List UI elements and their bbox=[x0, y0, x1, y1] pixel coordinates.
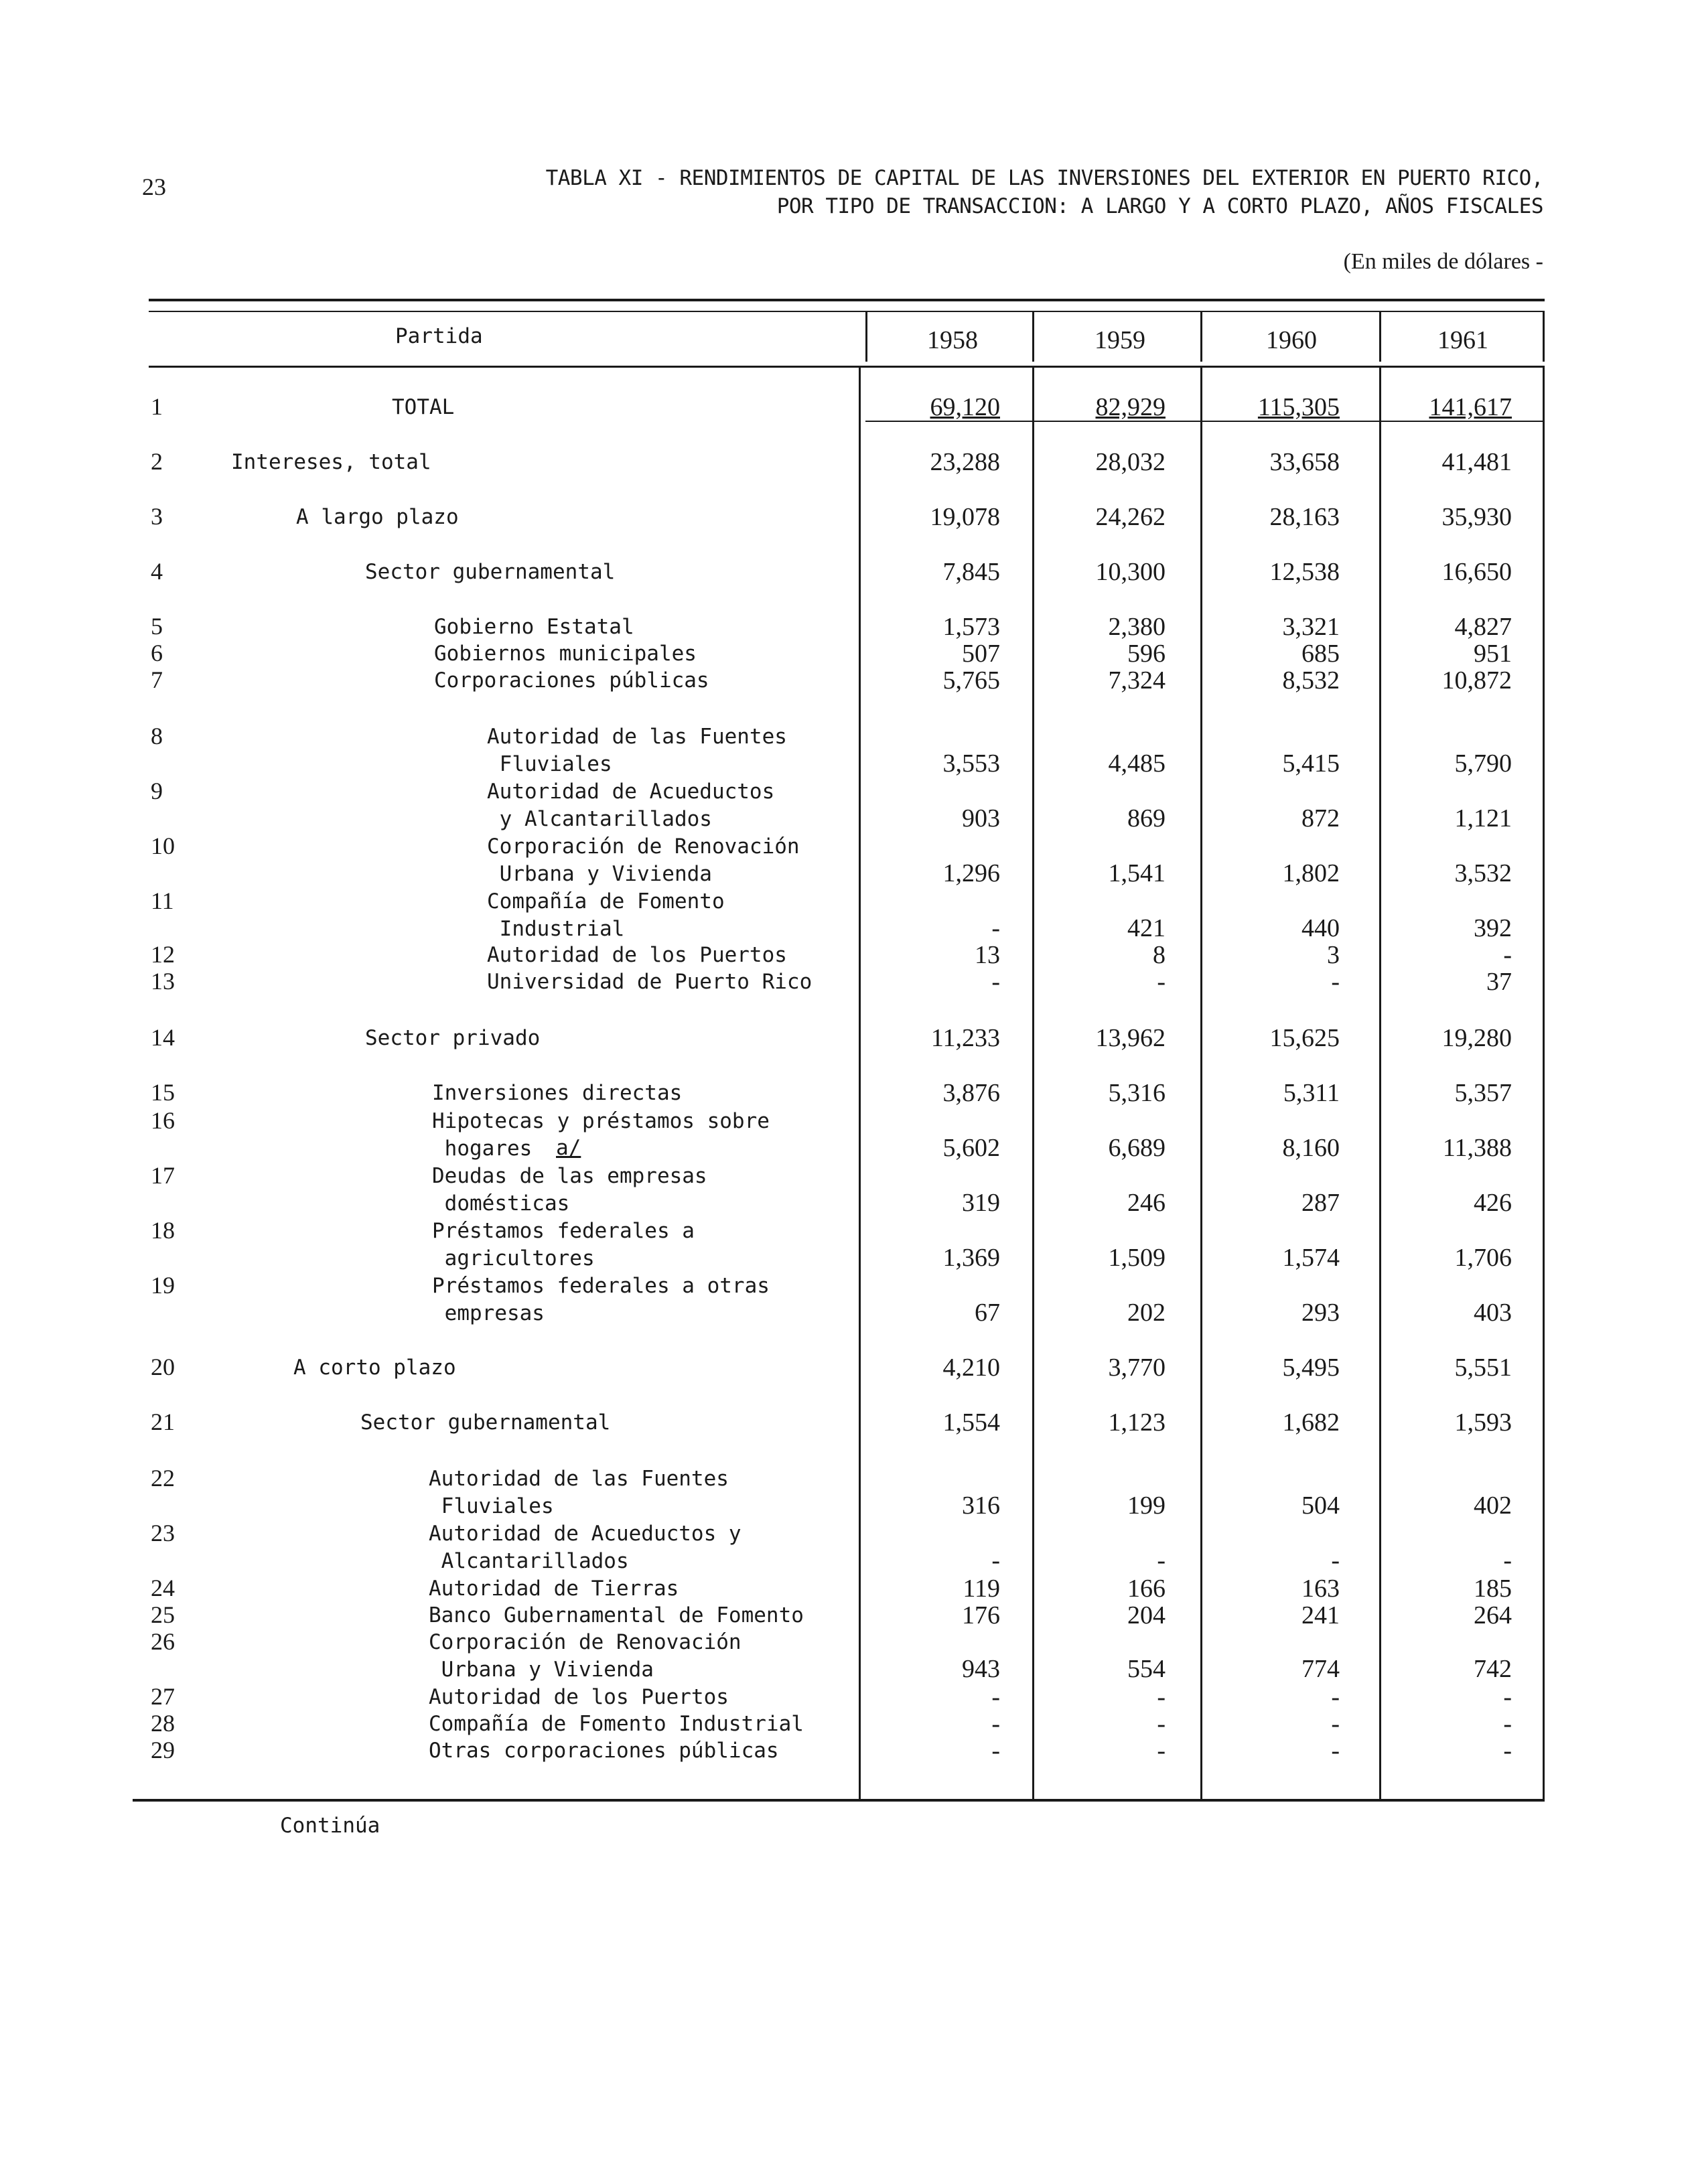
row-label: Autoridad de Tierras bbox=[429, 1577, 679, 1601]
cell-1961: 141,617 bbox=[1429, 393, 1512, 421]
row-label: Otras corporaciones públicas bbox=[429, 1739, 779, 1763]
cell-1960: 33,658 bbox=[1269, 448, 1340, 476]
cell-1959: 202 bbox=[1127, 1299, 1166, 1327]
cell-1958: 23,288 bbox=[930, 448, 1000, 476]
cell-1959: 246 bbox=[1127, 1189, 1166, 1217]
row-label: Intereses, total bbox=[231, 450, 431, 474]
cell-1958: 67 bbox=[975, 1299, 1000, 1327]
cell-1961: 264 bbox=[1474, 1601, 1512, 1629]
column-divider-right-body bbox=[1543, 367, 1545, 1799]
cell-1959: 5,316 bbox=[1108, 1079, 1166, 1107]
cell-1960: 774 bbox=[1301, 1655, 1340, 1683]
cell-1959: 2,380 bbox=[1108, 613, 1166, 641]
row-number: 27 bbox=[151, 1683, 175, 1710]
row-number: 4 bbox=[151, 558, 163, 585]
row-label: Inversiones directas bbox=[432, 1081, 683, 1105]
cell-1961: 10,872 bbox=[1441, 666, 1512, 695]
cell-1960: 5,311 bbox=[1283, 1079, 1340, 1107]
cell-1958: 3,876 bbox=[942, 1079, 1000, 1107]
cell-1961: 185 bbox=[1474, 1575, 1512, 1603]
header-bottom-rule bbox=[149, 366, 1545, 368]
cell-1961: 5,790 bbox=[1454, 749, 1512, 778]
cell-1961: 5,551 bbox=[1454, 1354, 1512, 1382]
row-number: 18 bbox=[151, 1217, 175, 1244]
cell-1960: 241 bbox=[1301, 1601, 1340, 1629]
cell-1961: 3,532 bbox=[1454, 859, 1512, 887]
row-number: 9 bbox=[151, 778, 163, 804]
cell-1959: 1,541 bbox=[1108, 859, 1166, 887]
cell-1960: 3 bbox=[1327, 941, 1340, 969]
header-partida: Partida bbox=[395, 324, 483, 348]
row-number: 22 bbox=[151, 1465, 175, 1491]
cell-1958: 1,573 bbox=[942, 613, 1000, 641]
cell-1959: 4,485 bbox=[1108, 749, 1166, 778]
cell-1961: 402 bbox=[1474, 1491, 1512, 1520]
cell-1961: 1,706 bbox=[1454, 1244, 1512, 1272]
header-year-1958: 1958 bbox=[927, 326, 978, 354]
row-label: Corporación de Renovación Urbana y Vivienda bbox=[429, 1630, 742, 1682]
column-divider-3 bbox=[1200, 312, 1202, 362]
cell-1958: - bbox=[991, 1737, 1000, 1765]
cell-1959: - bbox=[1157, 1546, 1166, 1575]
cell-1958: 3,553 bbox=[942, 749, 1000, 778]
cell-1958: 943 bbox=[962, 1655, 1000, 1683]
cell-1959: 421 bbox=[1127, 914, 1166, 942]
row-label: Préstamos federales a agricultores bbox=[432, 1219, 695, 1270]
cell-1961: 1,593 bbox=[1454, 1408, 1512, 1437]
cell-1958: 319 bbox=[962, 1189, 1000, 1217]
row-number: 20 bbox=[151, 1354, 175, 1380]
cell-1959: - bbox=[1157, 1737, 1166, 1765]
cell-1961: - bbox=[1503, 1683, 1512, 1711]
row-label: Sector gubernamental bbox=[360, 1410, 611, 1435]
row-number: 10 bbox=[151, 832, 175, 859]
row-number: 12 bbox=[151, 941, 175, 968]
cell-1961: - bbox=[1503, 1546, 1512, 1575]
row-label: Corporación de Renovación Urbana y Vivienda bbox=[487, 834, 800, 886]
cell-1958: 1,554 bbox=[942, 1408, 1000, 1437]
row-number: 17 bbox=[151, 1162, 175, 1189]
cell-1961: 951 bbox=[1474, 640, 1512, 668]
cell-1958: 11,233 bbox=[930, 1024, 1000, 1052]
cell-1958: 19,078 bbox=[930, 503, 1000, 531]
cell-1958: 176 bbox=[962, 1601, 1000, 1629]
row-number: 16 bbox=[151, 1107, 175, 1134]
row-label: Préstamos federales a otras empresas bbox=[432, 1274, 770, 1325]
cell-1961: 5,357 bbox=[1454, 1079, 1512, 1107]
row-number: 26 bbox=[151, 1628, 175, 1655]
row-label: Compañía de Fomento Industrial bbox=[429, 1712, 804, 1736]
cell-1959: 1,123 bbox=[1108, 1408, 1166, 1437]
cell-1961: - bbox=[1503, 1710, 1512, 1738]
row-number: 19 bbox=[151, 1272, 175, 1299]
cell-1961: - bbox=[1503, 1737, 1512, 1765]
cell-1961: 37 bbox=[1486, 968, 1512, 996]
cell-1958: - bbox=[991, 968, 1000, 996]
cell-1958: 1,296 bbox=[942, 859, 1000, 887]
cell-1961: 426 bbox=[1474, 1189, 1512, 1217]
table-title-line-1: TABLA XI - RENDIMIENTOS DE CAPITAL DE LAS INVERSIONES DEL EXTERIOR EN PUERTO RICO, bbox=[545, 166, 1543, 190]
cell-1960: 8,532 bbox=[1282, 666, 1340, 695]
cell-1959: 6,689 bbox=[1108, 1134, 1166, 1162]
row-label: Autoridad de los Puertos bbox=[487, 943, 787, 967]
cell-1959: - bbox=[1157, 1710, 1166, 1738]
cell-1961: 16,650 bbox=[1441, 558, 1512, 586]
cell-1960: - bbox=[1331, 1710, 1340, 1738]
cell-1959: 1,509 bbox=[1108, 1244, 1166, 1272]
cell-1959: 13,962 bbox=[1095, 1024, 1166, 1052]
cell-1959: 28,032 bbox=[1095, 448, 1166, 476]
row-number: 28 bbox=[151, 1710, 175, 1737]
row-number: 29 bbox=[151, 1737, 175, 1763]
row-number: 8 bbox=[151, 723, 163, 749]
cell-1959: 166 bbox=[1127, 1575, 1166, 1603]
cell-1959: 10,300 bbox=[1095, 558, 1166, 586]
cell-1959: 199 bbox=[1127, 1491, 1166, 1520]
cell-1959: 3,770 bbox=[1108, 1354, 1166, 1382]
cell-1960: 872 bbox=[1301, 804, 1340, 832]
cell-1958: 5,765 bbox=[942, 666, 1000, 695]
header-year-1959: 1959 bbox=[1095, 326, 1145, 354]
cell-1961: 392 bbox=[1474, 914, 1512, 942]
cell-1961: 35,930 bbox=[1441, 503, 1512, 531]
row-label: Deudas de las empresas domésticas bbox=[432, 1164, 707, 1216]
row-label: Sector gubernamental bbox=[365, 560, 616, 584]
row-number: 11 bbox=[151, 887, 174, 914]
cell-1959: - bbox=[1157, 1683, 1166, 1711]
cell-1960: 5,495 bbox=[1282, 1354, 1340, 1382]
bottom-rule bbox=[133, 1799, 1545, 1802]
row-label: Autoridad de las Fuentes Fluviales bbox=[487, 725, 787, 776]
row-number: 1 bbox=[151, 393, 163, 420]
row-label: Corporaciones públicas bbox=[434, 668, 709, 693]
cell-1960: 685 bbox=[1301, 640, 1340, 668]
row-label: A largo plazo bbox=[296, 505, 459, 529]
row-number: 5 bbox=[151, 613, 163, 640]
cell-1959: 554 bbox=[1127, 1655, 1166, 1683]
cell-1960: - bbox=[1331, 1546, 1340, 1575]
row-label: Compañía de Fomento Industrial bbox=[487, 889, 725, 941]
cell-1960: 12,538 bbox=[1269, 558, 1340, 586]
row-label: Banco Gubernamental de Fomento bbox=[429, 1603, 804, 1627]
units-note: (En miles de dólares - bbox=[1343, 249, 1543, 274]
cell-1959: 596 bbox=[1127, 640, 1166, 668]
cell-1961: 41,481 bbox=[1441, 448, 1512, 476]
row-number: 13 bbox=[151, 968, 175, 995]
cell-1958: - bbox=[991, 914, 1000, 942]
row-label: Autoridad de Acueductos y Alcantarillados bbox=[429, 1522, 742, 1573]
cell-1958: 507 bbox=[962, 640, 1000, 668]
cell-1960: 293 bbox=[1301, 1299, 1340, 1327]
row-label: Autoridad de los Puertos bbox=[429, 1685, 729, 1709]
cell-1959: - bbox=[1157, 968, 1166, 996]
cell-1960: 1,802 bbox=[1282, 859, 1340, 887]
cell-1960: 504 bbox=[1301, 1491, 1340, 1520]
cell-1960: 8,160 bbox=[1282, 1134, 1340, 1162]
row-number: 3 bbox=[151, 503, 163, 530]
row-number: 6 bbox=[151, 640, 163, 666]
cell-1958: 69,120 bbox=[930, 393, 1000, 421]
top-rule-thin bbox=[149, 311, 1545, 312]
cell-1961: 1,121 bbox=[1454, 804, 1512, 832]
cell-1961: 19,280 bbox=[1441, 1024, 1512, 1052]
cell-1961: 11,388 bbox=[1442, 1134, 1512, 1162]
row-number: 23 bbox=[151, 1520, 175, 1546]
row-number: 25 bbox=[151, 1601, 175, 1628]
row-label: Gobierno Estatal bbox=[434, 615, 634, 639]
cell-1959: 82,929 bbox=[1095, 393, 1166, 421]
row-number: 2 bbox=[151, 448, 163, 475]
header-year-1960: 1960 bbox=[1266, 326, 1317, 354]
column-divider-4 bbox=[1379, 312, 1381, 362]
cell-1960: 3,321 bbox=[1282, 613, 1340, 641]
cell-1959: 204 bbox=[1127, 1601, 1166, 1629]
cell-1961: 742 bbox=[1474, 1655, 1512, 1683]
table-title-line-2: POR TIPO DE TRANSACCION: A LARGO Y A CORTO PLAZO, AÑOS FISCALES bbox=[776, 194, 1543, 218]
row-label: Gobiernos municipales bbox=[434, 642, 697, 666]
cell-1960: 1,682 bbox=[1282, 1408, 1340, 1437]
cell-1958: 119 bbox=[963, 1575, 1000, 1603]
cell-1960: - bbox=[1331, 1737, 1340, 1765]
cell-1958: - bbox=[991, 1546, 1000, 1575]
cell-1960: 5,415 bbox=[1282, 749, 1340, 778]
cell-1959: 869 bbox=[1127, 804, 1166, 832]
cell-1958: 1,369 bbox=[942, 1244, 1000, 1272]
cell-1958: 903 bbox=[962, 804, 1000, 832]
cell-1958: - bbox=[991, 1683, 1000, 1711]
row-label: Sector privado bbox=[365, 1026, 541, 1050]
cell-1960: 115,305 bbox=[1257, 393, 1340, 421]
row-number: 15 bbox=[151, 1079, 175, 1106]
row-number: 7 bbox=[151, 666, 163, 693]
cell-1960: 15,625 bbox=[1269, 1024, 1340, 1052]
cell-1959: 24,262 bbox=[1095, 503, 1166, 531]
row-number: 21 bbox=[151, 1408, 175, 1435]
cell-1961: - bbox=[1503, 941, 1512, 969]
row-label: Autoridad de Acueductos y Alcantarillados bbox=[487, 780, 775, 831]
cell-1958: 4,210 bbox=[942, 1354, 1000, 1382]
cell-1958: 13 bbox=[975, 941, 1000, 969]
top-rule-thick bbox=[149, 299, 1545, 301]
continues-label: Continúa bbox=[280, 1814, 380, 1838]
row-label: Autoridad de las Fuentes Fluviales bbox=[429, 1467, 729, 1518]
header-year-1961: 1961 bbox=[1437, 326, 1488, 354]
row-label: A corto plazo bbox=[293, 1356, 456, 1380]
cell-1958: 7,845 bbox=[942, 558, 1000, 586]
row-label: Hipotecas y préstamos sobre hogares bbox=[432, 1109, 770, 1161]
row-label: TOTAL bbox=[392, 395, 455, 419]
cell-1961: 4,827 bbox=[1454, 613, 1512, 641]
page-number: 23 bbox=[142, 173, 166, 200]
cell-1958: 5,602 bbox=[942, 1134, 1000, 1162]
column-divider-1 bbox=[865, 312, 867, 362]
cell-1958: - bbox=[991, 1710, 1000, 1738]
cell-1960: 28,163 bbox=[1269, 503, 1340, 531]
cell-1959: 8 bbox=[1153, 941, 1166, 969]
footnote-marker: a/ bbox=[556, 1136, 581, 1160]
row-number: 24 bbox=[151, 1575, 175, 1601]
cell-1960: 1,574 bbox=[1282, 1244, 1340, 1272]
row-number: 14 bbox=[151, 1024, 175, 1051]
cell-1961: 403 bbox=[1474, 1299, 1512, 1327]
cell-1960: - bbox=[1331, 1683, 1340, 1711]
cell-1960: - bbox=[1331, 968, 1340, 996]
cell-1960: 287 bbox=[1301, 1189, 1340, 1217]
cell-1959: 7,324 bbox=[1108, 666, 1166, 695]
row-label: Universidad de Puerto Rico bbox=[487, 970, 813, 994]
cell-1960: 440 bbox=[1301, 914, 1340, 942]
cell-1960: 163 bbox=[1301, 1575, 1340, 1603]
cell-1958: 316 bbox=[962, 1491, 1000, 1520]
